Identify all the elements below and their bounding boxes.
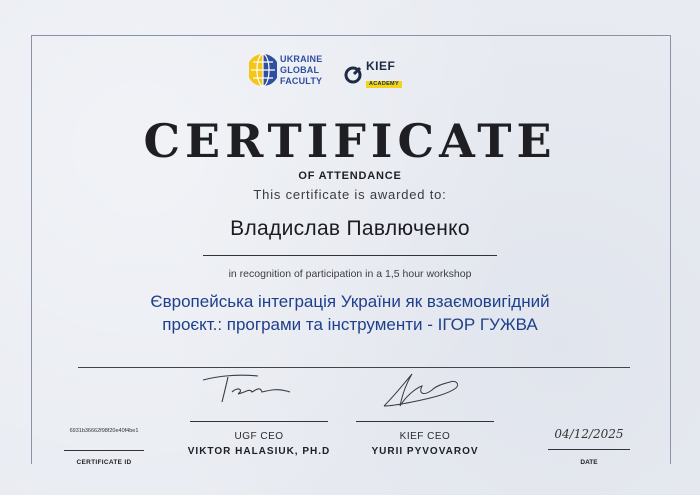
recognition-text: in recognition of participation in a 1,5 hour workshop [228, 268, 472, 280]
kief-academy-badge: ACADEMY [366, 81, 402, 88]
kief-logo [343, 60, 402, 90]
recipient-name: Владислав Павлюченко [230, 217, 470, 240]
logos-row [0, 52, 700, 94]
certificate-id-value: 6931b36662f98f20e40f4be1 [69, 428, 139, 434]
kief-name: KIEF [366, 59, 396, 73]
recipient-underline [203, 255, 497, 256]
certificate-subtitle: OF ATTENDANCE [298, 170, 402, 182]
ugf-ceo-signature-line [190, 421, 328, 422]
ugf-wordmark [280, 54, 322, 87]
certificate-title: CERTIFICATE [143, 114, 557, 168]
awarded-text: This certificate is awarded to: [253, 187, 447, 202]
kief-ceo-signature [372, 366, 472, 414]
ugf-line-2: GLOBAL [280, 64, 320, 75]
kief-ceo-signature-line [356, 421, 494, 422]
workshop-title [0, 290, 700, 336]
date-line [548, 449, 630, 450]
kief-ceo-role: KIEF CEO [399, 431, 451, 442]
date-label: DATE [580, 459, 598, 466]
workshop-title-line-2: проєкт.: програми та інструменти - ІГОР ГУЖВА [162, 315, 538, 334]
certificate-id-label: CERTIFICATE ID [76, 459, 132, 466]
workshop-title-line-1: Європейська інтеграція України як взаємовигідний [150, 292, 550, 311]
certificate-border [31, 35, 671, 464]
ugf-line-1: UKRAINE [280, 53, 323, 64]
ugf-globe-icon [249, 52, 277, 88]
ugf-ceo-role: UGF CEO [234, 431, 284, 442]
date-value: 04/12/2025 [554, 427, 624, 441]
ugf-logo [249, 52, 322, 88]
ugf-ceo-name: VIKTOR HALASIUK, PH.D [187, 446, 331, 457]
section-divider [78, 367, 630, 368]
kief-wordmark [366, 60, 402, 90]
kief-ring-icon [343, 65, 363, 85]
ugf-ceo-signature [198, 368, 318, 408]
certificate-id-line [64, 450, 144, 451]
kief-ceo-name: YURII PYVOVAROV [371, 446, 479, 457]
ugf-line-3: FACULTY [280, 75, 323, 86]
